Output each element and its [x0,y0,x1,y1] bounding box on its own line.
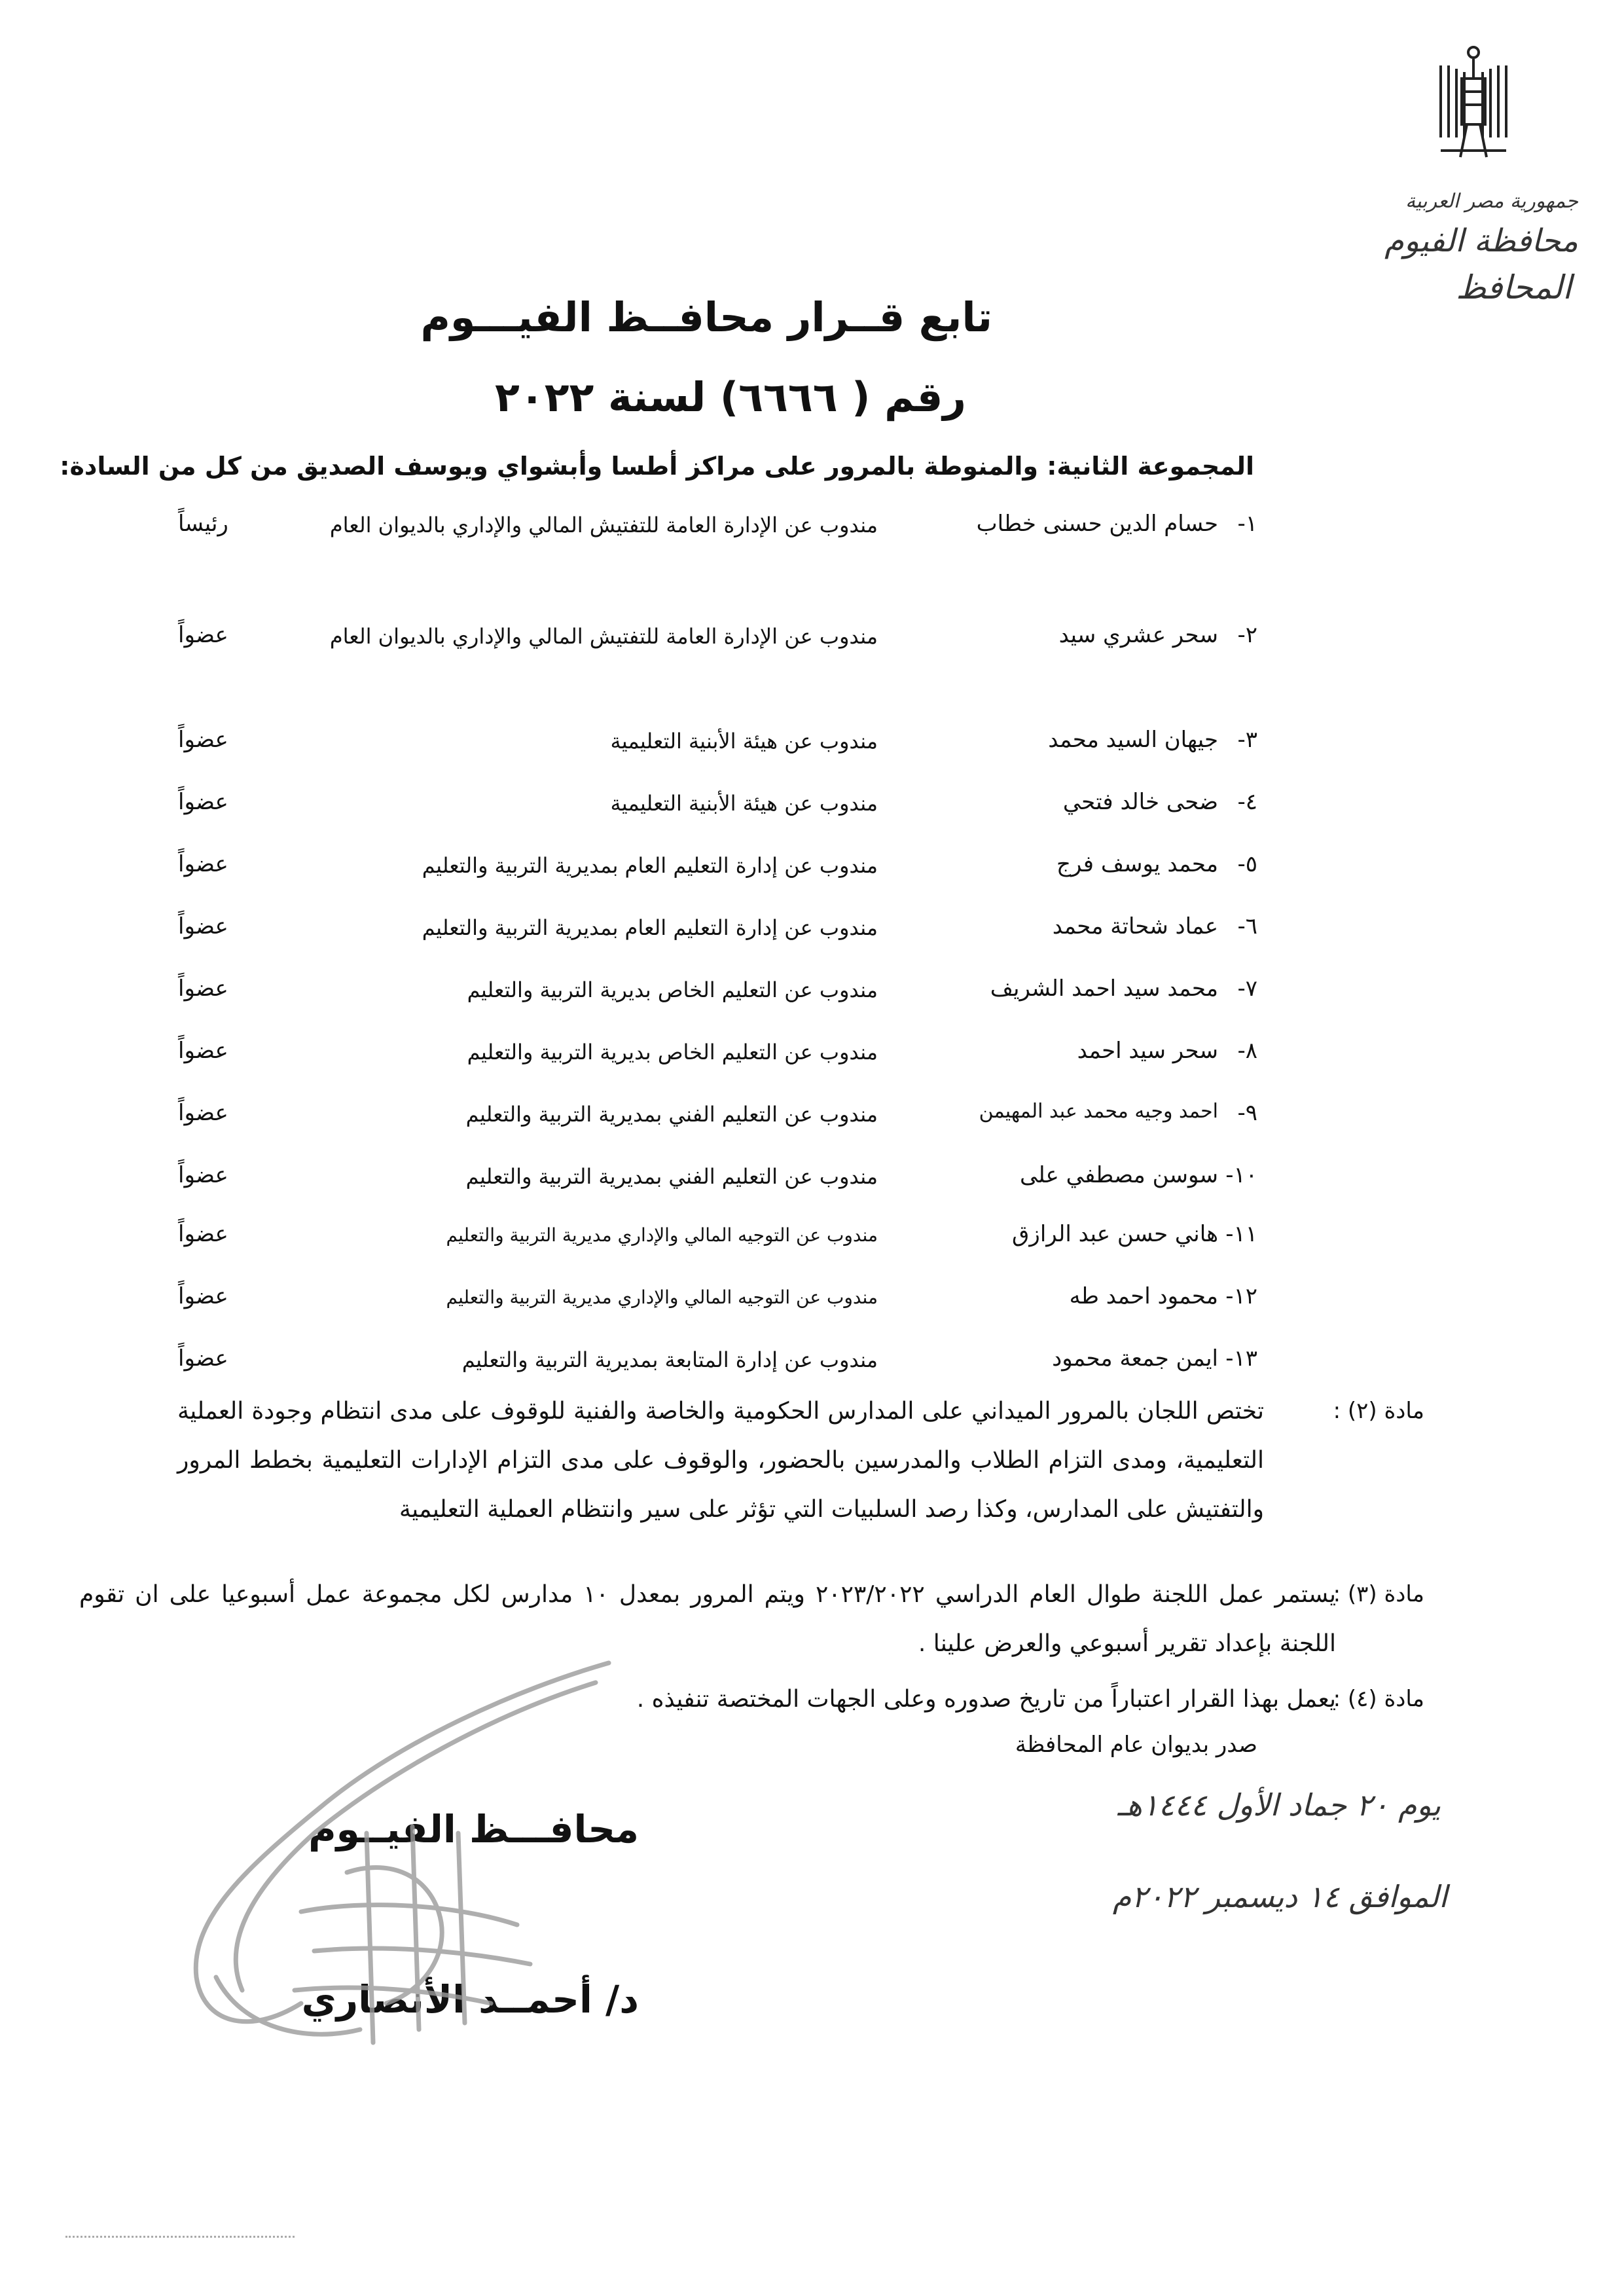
member-description: مندوب عن هيئة الأبنية التعليمية [610,729,878,754]
republic-emblem [1369,39,1578,354]
member-role: عضواً [178,1221,228,1247]
member-row [0,1162,1624,1201]
member-row [0,975,1624,1015]
member-name: ايمن جمعة محمود [1052,1345,1218,1372]
member-role: عضواً [178,1162,228,1188]
member-number: ٩- [1237,1100,1257,1126]
member-name: هاني حسن عبد الرازق [1012,1221,1218,1247]
member-description: مندوب عن إدارة التعليم العام بمديرية التربية والتعليم [422,915,878,940]
member-name: ضحى خالد فتحي [1062,789,1218,815]
member-number: ٢- [1237,622,1257,648]
member-role: عضواً [178,727,228,753]
member-number: ١٣- [1225,1345,1257,1372]
member-description: مندوب عن هيئة الأبنية التعليمية [610,791,878,816]
member-role: عضواً [178,789,228,815]
member-description: مندوب عن الإدارة العامة للتفتيش المالي والإداري بالديوان العام [329,624,878,649]
member-name: جيهان السيد محمد [1048,727,1218,753]
member-row [0,511,1624,550]
member-number: ١١- [1225,1221,1257,1247]
member-row [0,727,1624,766]
signature-scribble [151,1637,648,2056]
member-description: مندوب عن التوجيه المالي والإداري مديرية التربية والتعليم [446,1286,878,1308]
member-role: عضواً [178,1100,228,1126]
date-hijri: يوم ٢٠ جماد الأول ١٤٤٤هـ [1117,1787,1441,1823]
member-role: عضواً [178,975,228,1002]
member-name: حسام الدين حسنى خطاب [976,511,1218,537]
emblem-line3: المحافظ [1456,268,1572,306]
decision-title: تابع قــرار محافــظ الفيـــوم [420,293,992,341]
member-row [0,851,1624,890]
member-row [0,913,1624,953]
member-number: ٦- [1237,913,1257,939]
member-description: مندوب عن إدارة التعليم العام بمديرية التربية والتعليم [422,853,878,878]
date-gregorian: الموافق ١٤ ديسمبر ٢٠٢٢م [1112,1879,1447,1914]
emblem-line1: جمهورية مصر العربية [1405,190,1578,213]
member-number: ٤- [1237,789,1257,815]
member-role: عضواً [178,622,228,648]
member-name: محمد سيد احمد الشريف [990,975,1218,1002]
decision-number: رقم ( ٦٦٦٦) لسنة ٢٠٢٢ [495,373,966,421]
member-name: سحر سيد احمد [1077,1038,1218,1064]
article-text: يعمل بهذا القرار اعتباراً من تاريخ صدوره وعلى الجهات المختصة تنفيذه . [636,1686,1336,1713]
member-role: عضواً [178,1038,228,1064]
article-label: مادة (٤) : [1333,1686,1424,1712]
member-role: رئيساً [178,511,228,537]
eagle-icon [1401,39,1545,170]
member-name: سوسن مصطفي على [1019,1162,1218,1188]
member-description: مندوب عن التعليم الخاص بديرية التربية والتعليم [467,1040,878,1065]
member-row [0,1221,1624,1260]
member-description: مندوب عن التوجيه المالي والإداري مديرية التربية والتعليم [446,1224,878,1246]
member-name: احمد وجيه محمد عبد المهيمن [979,1100,1218,1123]
member-description: مندوب عن التعليم الخاص بديرية التربية والتعليم [467,977,878,1002]
member-number: ٣- [1237,727,1257,753]
member-number: ٧- [1237,975,1257,1002]
member-role: عضواً [178,1345,228,1372]
member-number: ١- [1237,511,1257,537]
article-text: تختص اللجان بالمرور الميداني على المدارس الحكومية والخاصة والفنية للوقوف على مدى انتظام وجودة العملية التعليمية، ومدى التزام الطلاب والمدرسين بالحضور، والوقوف على مدى التزام الإدارات التعليمية بخطط المرور والتفتيش على المدارس، وكذا رصد السلبيات التي تؤثر على سير وانتظام العملية التعليمية [177,1398,1264,1523]
emblem-line2: محافظة الفيوم [1384,223,1578,259]
member-row [0,1283,1624,1322]
article-label: مادة (٣) : [1333,1581,1424,1607]
governor-name: د/ أحمــد الأنصاري [301,1977,639,2022]
member-name: عماد شحاتة محمد [1052,913,1218,939]
member-description: مندوب عن التعليم الفني بمديرية التربية والتعليم [465,1164,878,1189]
member-row [0,1038,1624,1077]
member-name: محمد يوسف فرج [1056,851,1218,877]
article-text: يستمر عمل اللجنة طوال العام الدراسي ٢٠٢٣/٢٠٢٢ ويتم المرور بمعدل ١٠ مدارس لكل مجموعة عمل أسبوعيا على ان تقوم اللجنة بإعداد تقرير أسبوعي والعرض علينا . [79,1581,1337,1657]
member-description: مندوب عن الإدارة العامة للتفتيش المالي والإداري بالديوان العام [329,513,878,538]
member-description: مندوب عن إدارة المتابعة بمديرية التربية والتعليم [461,1347,878,1372]
member-row [0,1100,1624,1139]
article-label: مادة (٢) : [1333,1398,1424,1424]
member-number: ٥- [1237,851,1257,877]
member-role: عضواً [178,1283,228,1309]
group-heading: المجموعة الثانية: والمنوطة بالمرور على مراكز أطسا وأبشواي ويوسف الصديق من كل من السادة: [60,452,1254,481]
member-name: سحر عشري سيد [1058,622,1218,648]
member-description: مندوب عن التعليم الفني بمديرية التربية والتعليم [465,1102,878,1127]
member-row [0,622,1624,661]
member-number: ١٠- [1225,1162,1257,1188]
issued-at: صدر بديوان عام المحافظة [1015,1732,1257,1758]
member-number: ٨- [1237,1038,1257,1064]
member-row [0,1345,1624,1385]
member-role: عضواً [178,913,228,939]
governor-title: محافـــظ الفيــوم [308,1807,639,1851]
member-number: ١٢- [1225,1283,1257,1309]
member-row [0,789,1624,828]
member-role: عضواً [178,851,228,877]
footer-scan-mark [65,2236,295,2247]
member-name: محمود احمد طه [1069,1283,1218,1309]
